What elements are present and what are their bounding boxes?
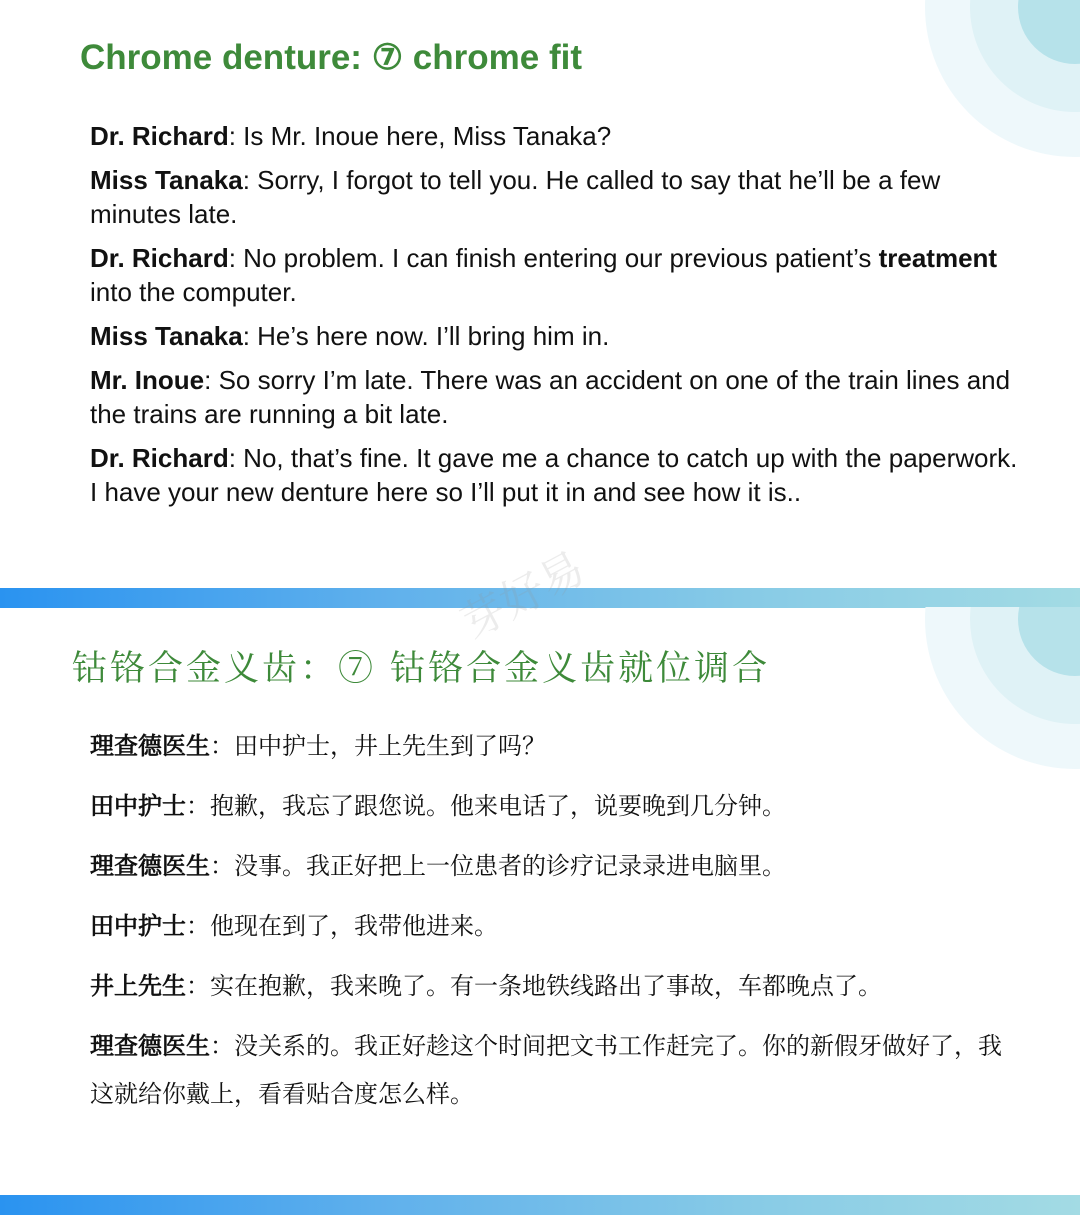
utterance: 实在抱歉，我来晚了。有一条地铁线路出了事故，车都晚点了。 <box>210 972 882 1000</box>
speaker-name: Mr. Inoue <box>90 365 205 395</box>
dialogue-line <box>90 842 1025 890</box>
dialogue-line <box>90 241 1025 309</box>
separator: : <box>204 365 219 395</box>
utterance: 没事。我正好把上一位患者的诊疗记录录进电脑里。 <box>234 852 786 880</box>
chinese-title: 钴铬合金义齿：⑦ 钴铬合金义齿就位调合 <box>72 649 771 689</box>
speaker-name: 理查德医生 <box>90 1032 210 1060</box>
utterance: He’s here now. I’ll bring him in. <box>257 321 610 351</box>
utterance: So sorry I’m late. There was an accident on one of the train lines and the trains are running a bit late. <box>90 365 1011 429</box>
utterance: Is Mr. Inoue here, Miss Tanaka? <box>243 121 612 151</box>
dialogue-line <box>90 902 1025 950</box>
speaker-name: Miss Tanaka <box>90 321 243 351</box>
separator: : <box>242 321 258 351</box>
english-dialogue-panel <box>0 0 1080 588</box>
english-dialogue <box>90 119 1025 519</box>
speaker-name: 理查德医生 <box>90 732 210 760</box>
utterance: No problem. I can finish entering our previous patient’s <box>243 243 879 273</box>
separator: : <box>228 121 244 151</box>
utterance: 没关系的。我正好趁这个时间把文书工作赶完了。你的新假牙做好了，我这就给你戴上，看看贴合度怎么样。 <box>90 1032 1002 1108</box>
speaker-name: Dr. Richard <box>90 443 229 473</box>
dialogue-line <box>90 319 1025 353</box>
speaker-name: 田中护士 <box>90 912 186 940</box>
dialogue-line <box>90 441 1025 509</box>
utterance: No, that’s fine. It gave me a chance to catch up with the paperwork. I have your new denture here so I’ll put it in and see how it is.. <box>90 443 1018 507</box>
bold-term: treatment <box>878 243 998 273</box>
utterance: 田中护士，井上先生到了吗？ <box>234 732 546 760</box>
dialogue-line <box>90 722 1025 770</box>
chinese-dialogue-panel <box>0 607 1080 1195</box>
speaker-name: Dr. Richard <box>90 121 229 151</box>
separator: ： <box>210 1032 234 1060</box>
speaker-name: Dr. Richard <box>90 243 229 273</box>
dialogue-line <box>90 119 1025 153</box>
english-title: Chrome denture: ⑦ chrome fit <box>80 38 582 77</box>
dialogue-line <box>90 163 1025 231</box>
dialogue-line <box>90 363 1025 431</box>
separator: ： <box>186 972 210 1000</box>
chinese-dialogue <box>90 722 1025 1130</box>
utterance: 他现在到了，我带他进来。 <box>210 912 498 940</box>
separator: ： <box>186 912 210 940</box>
speaker-name: 理查德医生 <box>90 852 210 880</box>
dialogue-line <box>90 782 1025 830</box>
separator: : <box>228 443 244 473</box>
utterance-continued: into the computer. <box>90 277 297 307</box>
utterance: 抱歉，我忘了跟您说。他来电话了，说要晚到几分钟。 <box>210 792 786 820</box>
separator: : <box>228 243 244 273</box>
utterance: Sorry, I forgot to tell you. He called to say that he’ll be a few minutes late. <box>90 165 941 229</box>
footer-bar <box>0 1195 1080 1215</box>
separator: ： <box>210 732 234 760</box>
separator: : <box>242 165 258 195</box>
speaker-name: 田中护士 <box>90 792 186 820</box>
speaker-name: Miss Tanaka <box>90 165 243 195</box>
dialogue-line <box>90 1022 1025 1118</box>
separator: ： <box>210 852 234 880</box>
watermark: 芽好易 <box>452 542 594 650</box>
separator: ： <box>186 792 210 820</box>
dialogue-line <box>90 962 1025 1010</box>
speaker-name: 井上先生 <box>90 972 186 1000</box>
